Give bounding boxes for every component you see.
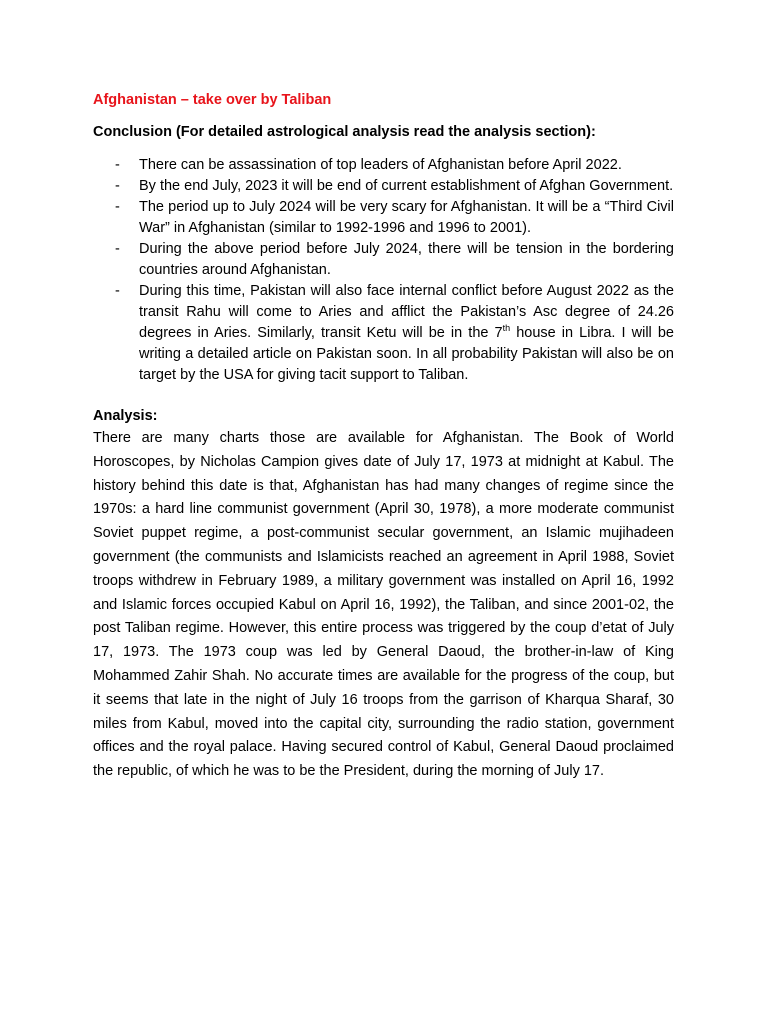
list-item — [93, 155, 674, 176]
list-item-text-part1: During this time, Pakistan will also face internal conflict before August 2022 as the transit Rahu will come to Aries and afflict the Pakistan’s Asc degree of 24.26 degrees in Aries. Similarly, transit Ketu will be in the 7 — [139, 283, 674, 341]
list-item-text: By the end July, 2023 it will be end of current establishment of Afghan Government. — [139, 178, 674, 194]
bullet-marker: - — [115, 283, 120, 299]
list-item — [93, 239, 674, 281]
list-item-text: The period up to July 2024 will be very scary for Afghanistan. It will be a “Third Civil War” in Afghanistan (similar to 1992-1996 and 1996 to 2001). — [139, 199, 674, 236]
ordinal-superscript: th — [502, 323, 511, 334]
analysis-heading: Analysis: — [93, 408, 158, 424]
list-item — [93, 281, 674, 386]
bullet-marker: - — [115, 199, 120, 215]
bullet-marker: - — [115, 178, 120, 194]
list-item-text-part2: house in Libra. I will be writing a detailed article on Pakistan soon. In all probability Pakistan will also be on target by the USA for giving tacit support to Taliban. — [139, 325, 674, 383]
conclusion-heading: Conclusion (For detailed astrological analysis read the analysis section): — [93, 124, 596, 140]
analysis-paragraph: There are many charts those are available for Afghanistan. The Book of World Horoscopes, by Nicholas Campion gives date of July 17, 1973 at midnight at Kabul. The history behind this date is that, Afghanistan has had many changes of regime since the 1970s: a hard line communist government (April 30, 1978), a more moderate communist Soviet puppet regime, a post-communist secular government, an Islamic mujihadeen government (the communists and Islamicists reached an agreement in April 1988, Soviet troops withdrew in February 1989, a military government was installed on April 16, 1992 and Islamic forces occupied Kabul on April 16, 1992), the Taliban, and since 2001-02, the post Taliban regime. However, this entire process was triggered by the coup d’etat of July 17, 1973. The 1973 coup was led by General Daoud, the brother-in-law of King Mohammed Zahir Shah. No accurate times are available for the progress of the coup, but it seems that late in the night of July 16 troops from the garrison of Kharqua Sharaf, 30 miles from Kabul, moved into the capital city, surrounding the radio station, government offices and the royal palace. Having secured control of Kabul, General Daoud proclaimed the republic, of which he was to be the President, during the morning of July 17. — [93, 430, 674, 780]
bullet-marker: - — [115, 241, 120, 257]
conclusion-list — [93, 155, 674, 386]
list-item — [93, 176, 674, 197]
list-item-text: There can be assassination of top leaders of Afghanistan before April 2022. — [139, 157, 622, 173]
list-item-text: During the above period before July 2024, there will be tension in the bordering countries around Afghanistan. — [139, 241, 674, 278]
bullet-marker: - — [115, 157, 120, 173]
list-item-text — [139, 283, 674, 383]
document-title: Afghanistan – take over by Taliban — [93, 92, 332, 108]
list-item — [93, 197, 674, 239]
